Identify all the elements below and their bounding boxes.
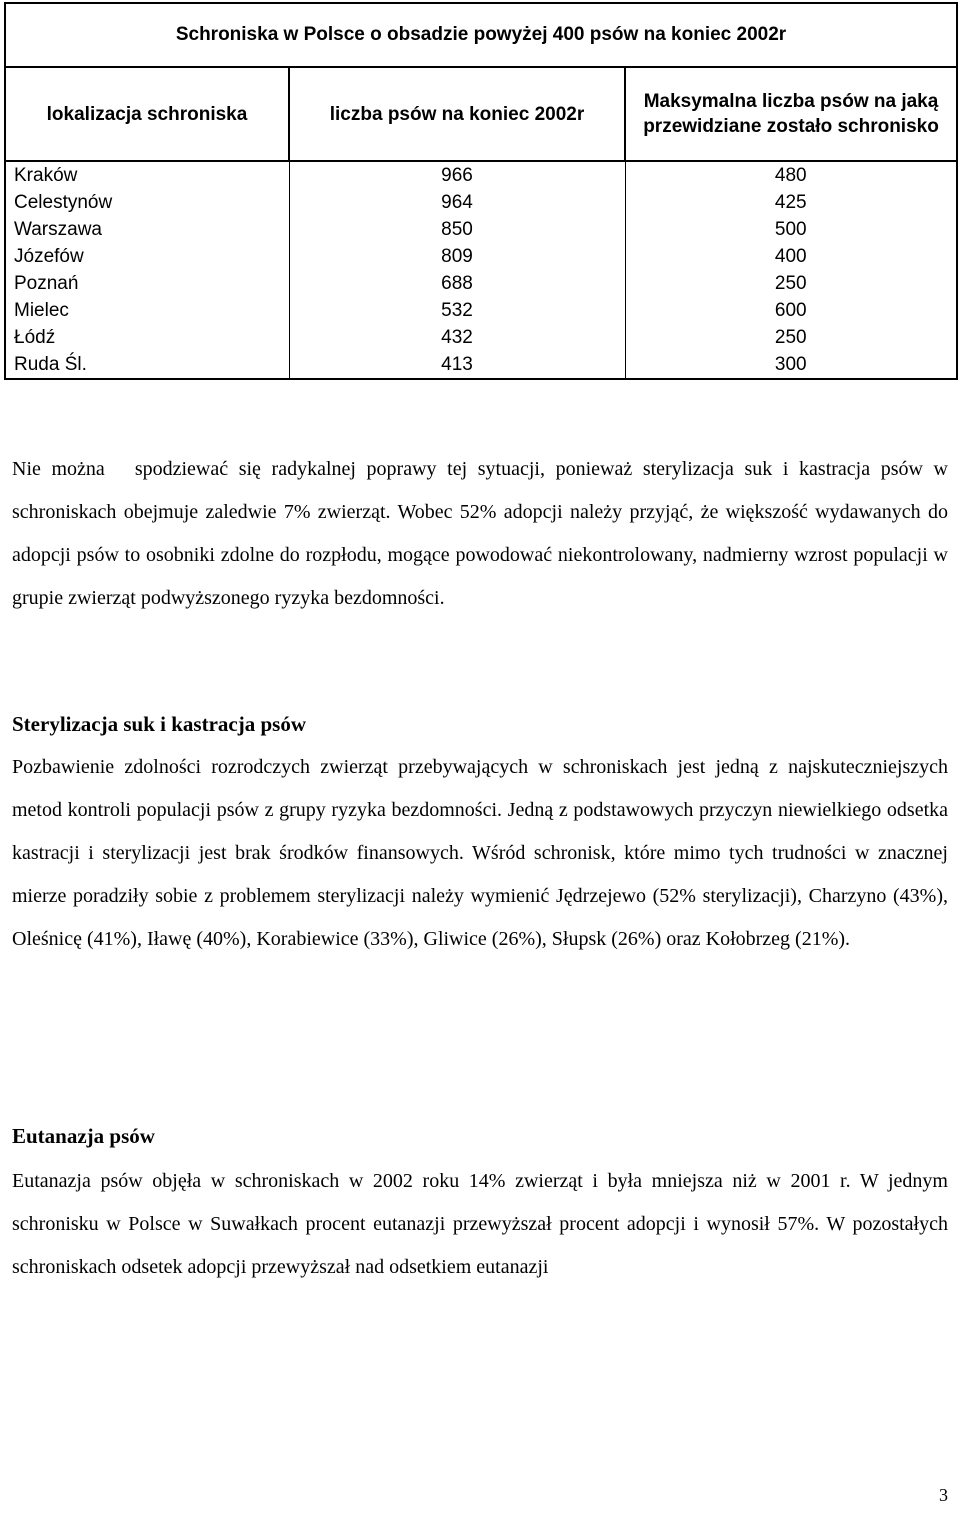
table-row <box>5 270 957 297</box>
cell-count: 964 <box>289 189 625 216</box>
header-max <box>625 67 957 161</box>
cell-count: 688 <box>289 270 625 297</box>
cell-count: 532 <box>289 297 625 324</box>
cell-count: 850 <box>289 216 625 243</box>
table-row <box>5 243 957 270</box>
cell-location: Józefów <box>5 243 289 270</box>
cell-max: 425 <box>625 189 957 216</box>
table-title: Schroniska w Polsce o obsadzie powyżej 400 psów na koniec 2002r <box>5 3 957 67</box>
cell-max: 500 <box>625 216 957 243</box>
table-row <box>5 161 957 189</box>
section-body-euthanasia: Eutanazja psów objęła w schroniskach w 2002 roku 14% zwierząt i była mniejsza niż w 2001 r. W jednym schronisku w Polsce w Suwałkach procent eutanazji przewyższał procent adopcji i wynosił 57%. W pozostałych schroniskach odsetek adopcji przewyższał nad odsetkiem eutanazji <box>12 1170 948 1278</box>
cell-count: 432 <box>289 324 625 351</box>
cell-count: 809 <box>289 243 625 270</box>
table-header-row <box>5 67 957 161</box>
shelters-table <box>4 2 958 380</box>
table-row <box>5 297 957 324</box>
header-max-text: Maksymalna liczba psów na jaką przewidziane zostało schronisko <box>643 91 939 137</box>
table-row <box>5 189 957 216</box>
paragraph-intro-rest: spodziewać się radykalnej poprawy tej sytuacji, ponieważ sterylizacja suk i kastracja psów w schroniskach obejmuje zaledwie 7% zwierząt. Wobec 52% adopcji należy przyjąć, że większość wydawanych do adopcji psów to osobniki zdolne do rozpłodu, mogące powodować niekontrolowany, nadmierny wzrost populacji w grupie zwierząt podwyższonego ryzyka bezdomności. <box>12 458 949 609</box>
paragraph-intro <box>12 448 948 620</box>
table-row <box>5 324 957 351</box>
cell-location: Poznań <box>5 270 289 297</box>
cell-max: 480 <box>625 161 957 189</box>
section-heading-sterilization: Sterylizacja suk i kastracja psów <box>12 712 306 736</box>
page-number: 3 <box>939 1485 948 1505</box>
cell-location: Łódź <box>5 324 289 351</box>
cell-count: 413 <box>289 351 625 379</box>
paragraph-intro-lead: Nie można <box>12 458 105 480</box>
cell-location: Warszawa <box>5 216 289 243</box>
table-title-row <box>5 3 957 67</box>
cell-max: 250 <box>625 324 957 351</box>
header-count: liczba psów na koniec 2002r <box>289 67 625 161</box>
cell-location: Celestynów <box>5 189 289 216</box>
table-row <box>5 216 957 243</box>
cell-location: Ruda Śl. <box>5 351 289 379</box>
header-location: lokalizacja schroniska <box>5 67 289 161</box>
section-body-sterilization: Pozbawienie zdolności rozrodczych zwierząt przebywających w schroniskach jest jedną z najskuteczniejszych metod kontroli populacji psów z grupy ryzyka bezdomności. Jedną z podstawowych przyczyn niewielkiego odsetka kastracji i sterylizacji jest brak środków finansowych. Wśród schronisk, które mimo tych trudności w znacznej mierze poradziły sobie z problemem sterylizacji należy wymienić Jędrzejewo (52% sterylizacji), Charzyno (43%), Oleśnicę (41%), Iławę (40%), Korabiewice (33%), Gliwice (26%), Słupsk (26%) oraz Kołobrzeg (21%). <box>12 756 948 950</box>
cell-location: Mielec <box>5 297 289 324</box>
cell-count: 966 <box>289 161 625 189</box>
cell-location: Kraków <box>5 161 289 189</box>
section-heading-euthanasia: Eutanazja psów <box>12 1124 155 1148</box>
cell-max: 300 <box>625 351 957 379</box>
cell-max: 250 <box>625 270 957 297</box>
table-row <box>5 351 957 379</box>
cell-max: 600 <box>625 297 957 324</box>
cell-max: 400 <box>625 243 957 270</box>
